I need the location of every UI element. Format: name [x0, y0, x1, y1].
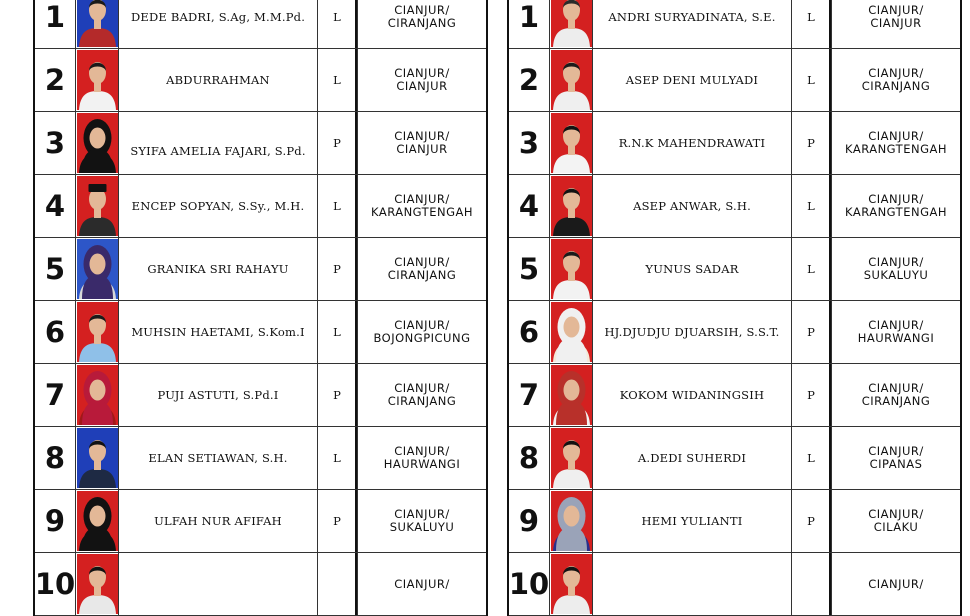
district-line-2: SUKALUYU — [389, 520, 455, 534]
candidate-number: 10 — [508, 567, 550, 601]
candidate-number: 3 — [44, 126, 66, 160]
candidate-photo — [549, 301, 592, 363]
candidate-number: 10 — [34, 567, 76, 601]
candidate-row — [35, 175, 486, 238]
candidate-district — [357, 238, 486, 300]
district-line-1: CIANJUR/ — [868, 318, 924, 332]
candidate-gender: L — [317, 175, 356, 237]
candidate-name: ASEP DENI MULYADI — [592, 49, 791, 111]
candidate-gender: L — [317, 301, 356, 363]
candidate-name: YUNUS SADAR — [592, 238, 791, 300]
candidate-district — [357, 490, 486, 552]
district-line-2: KARANGTENGAH — [370, 205, 474, 219]
candidate-name: ABDURRAHMAN — [118, 49, 317, 111]
candidate-name: HEMI YULIANTI — [592, 490, 791, 552]
portrait-image — [551, 176, 592, 236]
portrait-image — [551, 50, 592, 110]
candidate-number: 1 — [44, 0, 66, 34]
candidate-name — [118, 553, 317, 615]
candidate-number: 5 — [518, 252, 540, 286]
candidate-name: KOKOM WIDANINGSIH — [592, 364, 791, 426]
portrait-image — [77, 365, 118, 425]
district-line-1: CIANJUR/ — [868, 66, 924, 80]
candidate-district — [831, 238, 960, 300]
portrait-image — [77, 0, 118, 47]
candidate-district — [831, 0, 960, 48]
candidate-photo — [75, 553, 118, 615]
candidate-row — [509, 112, 960, 175]
candidate-row — [35, 112, 486, 175]
candidate-gender: P — [317, 238, 356, 300]
candidate-district — [357, 0, 486, 48]
candidate-name: ASEP ANWAR, S.H. — [592, 175, 791, 237]
candidate-name: A.DEDI SUHERDI — [592, 427, 791, 489]
candidate-row — [35, 427, 486, 490]
candidate-photo — [549, 364, 592, 426]
portrait-image — [551, 554, 592, 614]
district-line-1: CIANJUR/ — [394, 318, 450, 332]
candidate-row — [509, 364, 960, 427]
candidate-district — [357, 49, 486, 111]
portrait-image — [551, 365, 592, 425]
district-line-1: CIANJUR/ — [394, 507, 450, 521]
candidate-gender: L — [791, 427, 830, 489]
district-line-1: CIANJUR/ — [868, 507, 924, 521]
portrait-image — [551, 113, 592, 173]
candidate-row — [35, 490, 486, 553]
candidate-row — [509, 238, 960, 301]
candidate-gender: P — [791, 301, 830, 363]
candidate-row — [35, 364, 486, 427]
portrait-image — [77, 428, 118, 488]
candidate-photo — [549, 175, 592, 237]
candidate-photo — [549, 49, 592, 111]
candidate-row — [35, 49, 486, 112]
ballot-column-right — [507, 0, 962, 616]
district-line-2: BOJONGPICUNG — [373, 331, 471, 345]
candidate-row — [35, 301, 486, 364]
district-line-1: CIANJUR/ — [868, 381, 924, 395]
district-line-2: CIRANJANG — [387, 16, 457, 30]
candidate-number: 2 — [518, 63, 540, 97]
portrait-image — [77, 50, 118, 110]
portrait-image — [551, 491, 592, 551]
district-line-1: CIANJUR/ — [394, 576, 450, 591]
candidate-gender: L — [791, 238, 830, 300]
portrait-image — [551, 0, 592, 47]
district-line-2: CIANJUR — [396, 142, 448, 156]
candidate-number: 6 — [518, 315, 540, 349]
candidate-name: GRANIKA SRI RAHAYU — [118, 238, 317, 300]
district-line-2: CIANJUR — [396, 79, 448, 93]
candidate-photo — [549, 112, 592, 174]
district-line-1: CIANJUR/ — [394, 66, 450, 80]
candidate-name: R.N.K MAHENDRAWATI — [592, 112, 791, 174]
candidate-number: 8 — [518, 441, 540, 475]
candidate-district — [831, 490, 960, 552]
candidate-photo — [75, 175, 118, 237]
district-line-2: SUKALUYU — [863, 268, 929, 282]
candidate-name: ULFAH NUR AFIFAH — [118, 490, 317, 552]
candidate-name: DEDE BADRI, S.Ag, M.M.Pd. — [118, 0, 317, 48]
candidate-district — [357, 175, 486, 237]
candidate-row — [509, 427, 960, 490]
district-line-2: CIRANJANG — [387, 394, 457, 408]
candidate-name — [592, 553, 791, 615]
candidate-name: ELAN SETIAWAN, S.H. — [118, 427, 317, 489]
district-line-2: CIRANJANG — [387, 268, 457, 282]
ballot-column-left — [33, 0, 488, 616]
portrait-image — [77, 113, 118, 173]
district-line-2: KARANGTENGAH — [844, 205, 948, 219]
candidate-number: 8 — [44, 441, 66, 475]
candidate-row — [509, 490, 960, 553]
district-line-1: CIANJUR/ — [868, 576, 924, 591]
candidate-name: MUHSIN HAETAMI, S.Kom.I — [118, 301, 317, 363]
candidate-number: 5 — [44, 252, 66, 286]
candidate-gender: L — [791, 0, 830, 48]
candidate-photo — [549, 238, 592, 300]
candidate-photo — [75, 49, 118, 111]
candidate-row — [509, 553, 960, 616]
candidate-gender: P — [791, 490, 830, 552]
candidate-photo — [75, 364, 118, 426]
portrait-image — [77, 302, 118, 362]
candidate-district — [831, 301, 960, 363]
candidate-district — [831, 427, 960, 489]
portrait-image — [77, 491, 118, 551]
candidate-name: ENCEP SOPYAN, S.Sy., M.H. — [118, 175, 317, 237]
candidate-district — [357, 553, 486, 615]
candidate-photo — [549, 553, 592, 615]
candidate-photo — [549, 0, 592, 48]
candidate-gender: P — [791, 364, 830, 426]
candidate-district — [357, 112, 486, 174]
candidate-gender: L — [317, 427, 356, 489]
district-line-1: CIANJUR/ — [394, 3, 450, 17]
candidate-number: 7 — [518, 378, 540, 412]
candidate-gender: L — [317, 0, 356, 48]
district-line-1: CIANJUR/ — [394, 255, 450, 269]
candidate-gender: P — [791, 112, 830, 174]
candidate-row — [35, 238, 486, 301]
candidate-district — [831, 553, 960, 615]
candidate-photo — [75, 112, 118, 174]
portrait-image — [77, 176, 118, 236]
candidate-number: 6 — [44, 315, 66, 349]
candidate-row — [35, 0, 486, 49]
candidate-number: 3 — [518, 126, 540, 160]
candidate-photo — [75, 490, 118, 552]
district-line-1: CIANJUR/ — [394, 129, 450, 143]
district-line-1: CIANJUR/ — [394, 444, 450, 458]
district-line-2: CIRANJANG — [861, 394, 931, 408]
candidate-gender: L — [791, 175, 830, 237]
candidate-district — [831, 175, 960, 237]
portrait-image — [551, 302, 592, 362]
portrait-image — [551, 428, 592, 488]
candidate-number: 2 — [44, 63, 66, 97]
candidate-district — [831, 112, 960, 174]
candidate-number: 4 — [518, 189, 540, 223]
candidate-gender: P — [317, 364, 356, 426]
candidate-district — [357, 301, 486, 363]
candidate-name: PUJI ASTUTI, S.Pd.I — [118, 364, 317, 426]
candidate-photo — [549, 427, 592, 489]
district-line-1: CIANJUR/ — [394, 381, 450, 395]
candidate-gender — [791, 553, 830, 615]
candidate-district — [831, 364, 960, 426]
district-line-1: CIANJUR/ — [868, 444, 924, 458]
district-line-2: CIRANJANG — [861, 79, 931, 93]
district-line-2: HAURWANGI — [857, 331, 935, 345]
candidate-row — [509, 49, 960, 112]
district-line-2: KARANGTENGAH — [844, 142, 948, 156]
candidate-name: HJ.DJUDJU DJUARSIH, S.S.T. — [592, 301, 791, 363]
district-line-2: HAURWANGI — [383, 457, 461, 471]
candidate-number: 1 — [518, 0, 540, 34]
candidate-number: 9 — [518, 504, 540, 538]
district-line-2: CIPANAS — [869, 457, 923, 471]
candidate-name: ANDRI SURYADINATA, S.E. — [592, 0, 791, 48]
candidate-row — [509, 175, 960, 238]
candidate-gender: L — [791, 49, 830, 111]
candidate-district — [831, 49, 960, 111]
candidate-photo — [75, 301, 118, 363]
candidate-district — [357, 427, 486, 489]
candidate-district — [357, 364, 486, 426]
district-line-1: CIANJUR/ — [868, 3, 924, 17]
candidate-row — [509, 0, 960, 49]
candidate-gender: P — [317, 112, 356, 174]
candidate-photo — [75, 427, 118, 489]
candidate-row — [509, 301, 960, 364]
portrait-image — [77, 554, 118, 614]
district-line-2: CIANJUR — [870, 16, 922, 30]
candidate-photo — [75, 0, 118, 48]
candidate-name: SYIFA AMELIA FAJARI, S.Pd. — [118, 112, 317, 174]
candidate-photo — [75, 238, 118, 300]
portrait-image — [551, 239, 592, 299]
candidate-gender — [317, 553, 356, 615]
district-line-2: CILAKU — [873, 520, 919, 534]
district-line-1: CIANJUR/ — [394, 192, 450, 206]
candidate-gender: P — [317, 490, 356, 552]
candidate-photo — [549, 490, 592, 552]
candidate-row — [35, 553, 486, 616]
candidate-number: 7 — [44, 378, 66, 412]
district-line-1: CIANJUR/ — [868, 129, 924, 143]
district-line-1: CIANJUR/ — [868, 192, 924, 206]
candidate-number: 4 — [44, 189, 66, 223]
district-line-1: CIANJUR/ — [868, 255, 924, 269]
portrait-image — [77, 239, 118, 299]
candidate-number: 9 — [44, 504, 66, 538]
candidate-gender: L — [317, 49, 356, 111]
